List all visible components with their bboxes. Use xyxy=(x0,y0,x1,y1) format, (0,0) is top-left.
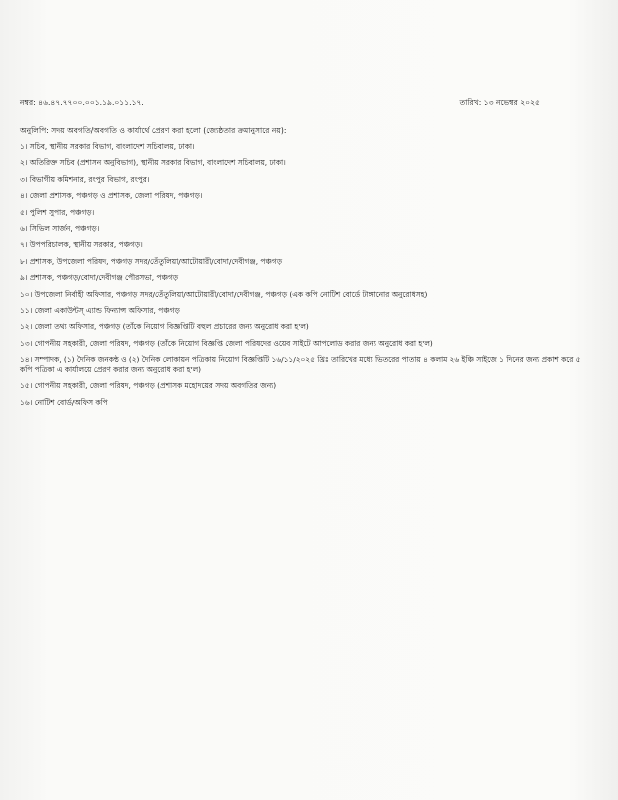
recipient-item: ৫। পুলিশ সুপার, পঞ্চগড়। xyxy=(20,207,95,217)
recipient-item: ১৪। সম্পাদক, (১) দৈনিক জনকন্ঠ ও (২) দৈনিক লোকায়ন পত্রিকায় নিয়োগ বিজ্ঞপ্তিটি ১৬/১১/২০২৫ খ্রিঃ তারিখের মধ্যে ভিতরের পাতায় ৪ কলাম ২৬ ইঞ্চি সাইজে ১ দিনের জন্য প্রকাশ করে ৫ কপি পত্রিকা এ কার্যালয়ে প্রেরণ করার জন্য অনুরোধ করা হ'ল) xyxy=(20,355,581,375)
memo-number: নম্বর: ৪৬.৪৭.৭৭০০.০০১.১৯.০১১.১৭. xyxy=(20,98,144,107)
copy-heading: অনুলিপি: সদয় অবগতি/অবগতি ও কার্যার্থে প্রেরণ করা হলো (জ্যেষ্ঠতার ক্রমানুসারে নয়): xyxy=(20,126,287,135)
recipient-item: ২। অতিরিক্ত সচিব (প্রশাসন অনুবিভাগ), স্থানীয় সরকার বিভাগ, বাংলাদেশ সচিবালয়, ঢাকা। xyxy=(20,158,286,168)
recipient-item: ৯। প্রশাসক, পঞ্চগড়/বোদা/দেবীগঞ্জ পৌরসভা, পঞ্চগড় xyxy=(20,273,179,283)
recipient-item: ১১। জেলা একাউন্টস্ এ্যান্ড ফিন্যান্স অফিসার, পঞ্চগড় xyxy=(20,305,180,315)
recipient-item: ১৩। গোপনীয় সহকারী, জেলা পরিষদ, পঞ্চগড় (তাঁকে নিয়োগ বিজ্ঞপ্তি জেলা পরিষদের ওয়েব সাইটে আপলোড করার জন্য অনুরোধ করা হ'ল) xyxy=(20,338,433,348)
recipient-list xyxy=(20,142,585,414)
recipient-item: ১। সচিব, স্থানীয় সরকার বিভাগ, বাংলাদেশ সচিবালয়, ঢাকা। xyxy=(20,142,195,151)
recipient-item: ১৬। নোটিশ বোর্ড/অফিস কপি xyxy=(20,397,108,407)
recipient-item: ১০। উপজেলা নির্বাহী অফিসার, পঞ্চগড় সদর/তেঁতুলিয়া/আটোয়ারী/বোদা/দেবীগঞ্জ, পঞ্চগড় (এক কপি নোটিশ বোর্ডে টাঙ্গানোর অনুরোধসহ) xyxy=(20,289,428,299)
memo-date: তারিখ: ১৩ নভেম্বর ২০২৫ xyxy=(459,98,540,107)
recipient-item: ৪। জেলা প্রশাসক, পঞ্চগড় ও প্রশাসক, জেলা পরিষদ, পঞ্চগড়। xyxy=(20,191,203,201)
recipient-item: ১২। জেলা তথ্য অফিসার, পঞ্চগড় (তাঁকে নিয়োগ বিজ্ঞপ্তিটি বহুল প্রচারের জন্য অনুরোধ করা হ'ল) xyxy=(20,322,309,332)
recipient-item: ৩। বিভাগীয় কমিশনার, রংপুর বিভাগ, রংপুর। xyxy=(20,174,150,184)
recipient-item: ৭। উপপরিচালক, স্থানীয় সরকার, পঞ্চগড়। xyxy=(20,240,143,250)
recipient-item: ৬। সিভিল সার্জন, পঞ্চগড়। xyxy=(20,223,100,233)
faint-bleed-through-mark xyxy=(84,614,167,652)
recipient-item: ১৫। গোপনীয় সহকারী, জেলা পরিষদ, পঞ্চগড় (প্রশাসক মহোদয়ের সদয় অবগতির জন্য) xyxy=(20,381,277,391)
recipient-item: ৮। প্রশাসক, উপজেলা পরিষদ, পঞ্চগড় সদর/তেঁতুলিয়া/আটোয়ারী/বোদা/দেবীগঞ্জ, পঞ্চগড় xyxy=(20,256,282,266)
